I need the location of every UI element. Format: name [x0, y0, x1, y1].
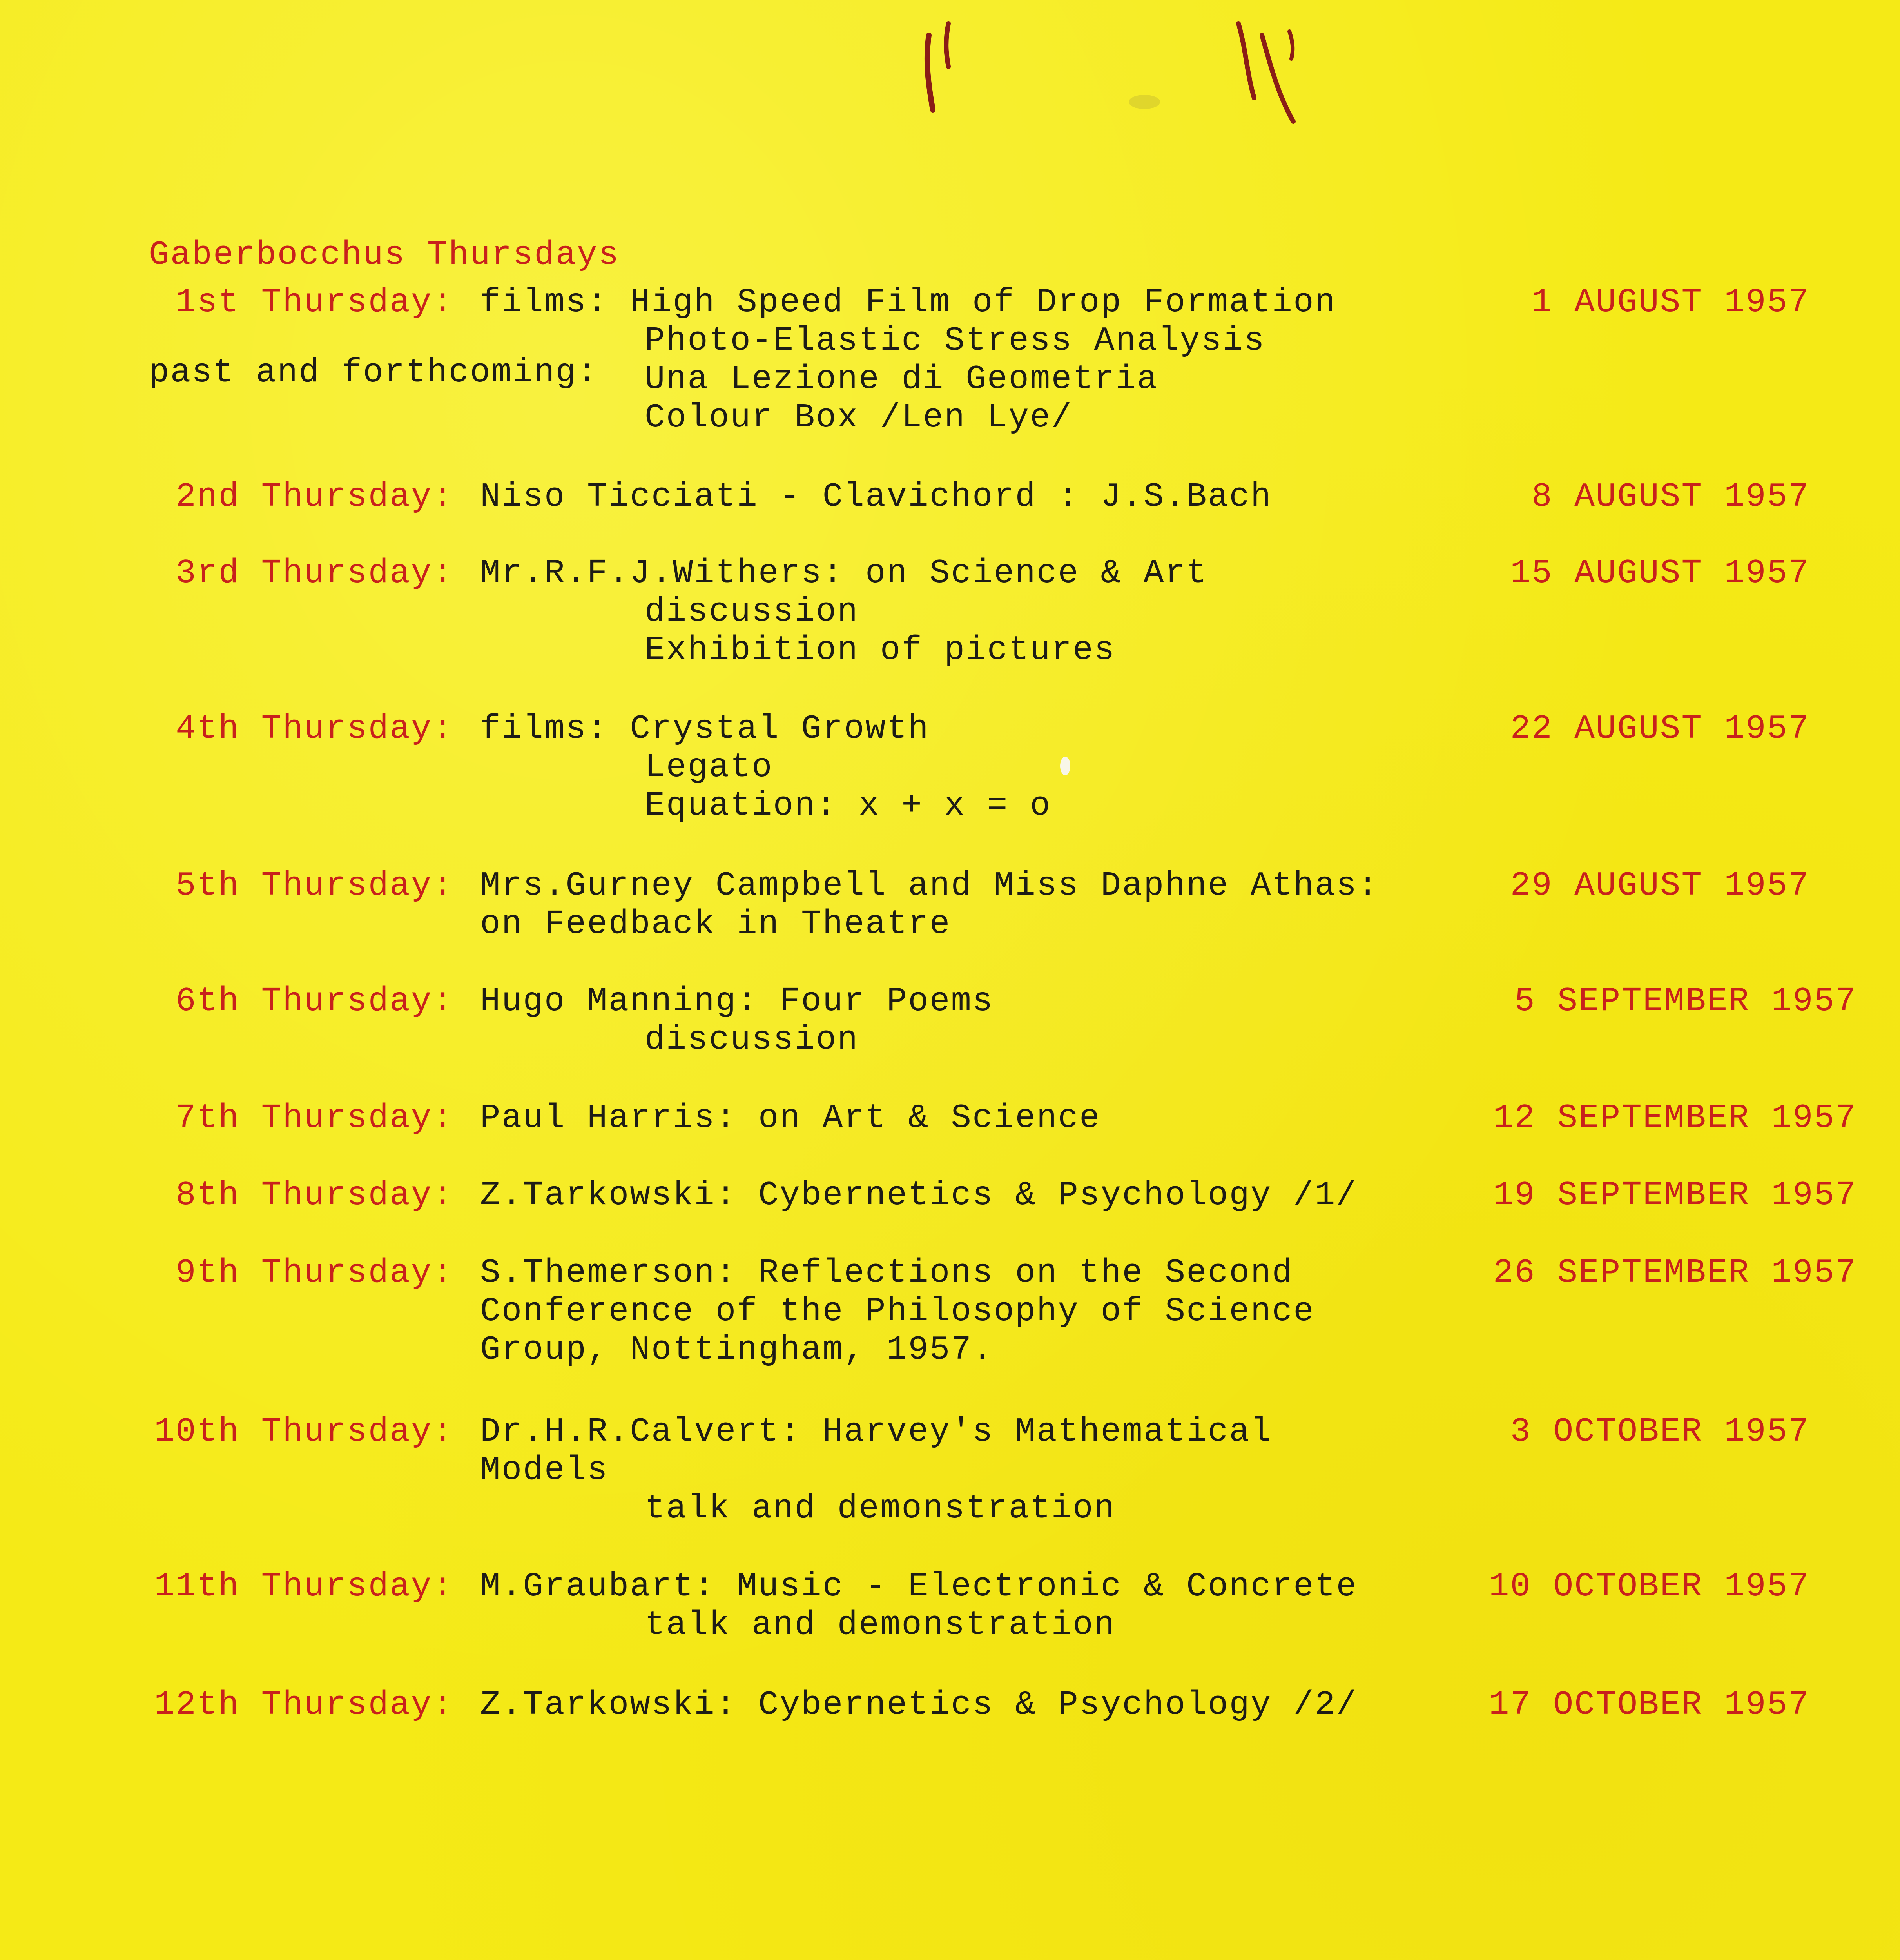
entry-line: Niso Ticciati - Clavichord : J.S.Bach: [480, 477, 1272, 516]
entry-line: Legato: [645, 748, 773, 786]
entry-description: [480, 866, 1379, 943]
entry-line: Group, Nottingham, 1957.: [480, 1330, 994, 1369]
entry-line: Mr.R.F.J.Withers: on Science & Art: [480, 554, 1208, 592]
entry-line: Colour Box /Len Lye/: [645, 398, 1073, 437]
pencil-marks: [901, 8, 1333, 137]
entry-line: Dr.H.R.Calvert: Harvey's Mathematical: [480, 1412, 1272, 1451]
entry-date: 3 OCTOBER 1957: [1510, 1412, 1810, 1451]
entry-date: 17 OCTOBER 1957: [1488, 1686, 1810, 1724]
entry-label: 11th Thursday:: [154, 1567, 454, 1606]
entry-date: 12 SEPTEMBER 1957: [1493, 1099, 1857, 1137]
paper-blemish: [1060, 757, 1070, 775]
entry-description: [480, 554, 1208, 669]
entry-line: Equation: x + x = o: [645, 786, 1052, 825]
entry-line: Mrs.Gurney Campbell and Miss Daphne Athas:: [480, 866, 1379, 905]
entry-description: [480, 1686, 1358, 1724]
entry-label: 3rd Thursday:: [176, 554, 454, 592]
entry-label: 6th Thursday:: [176, 982, 454, 1020]
entry-label: 4th Thursday:: [176, 710, 454, 748]
entry-date: 26 SEPTEMBER 1957: [1493, 1254, 1857, 1292]
entry-label: 12th Thursday:: [154, 1686, 454, 1724]
entry-line: Una Lezione di Geometria: [645, 360, 1158, 398]
entry-date: 22 AUGUST 1957: [1510, 710, 1810, 748]
document-subtitle: past and forthcoming:: [149, 353, 598, 392]
entry-description: [480, 1254, 1315, 1369]
entry-label: 2nd Thursday:: [176, 477, 454, 516]
entry-line: M.Graubart: Music - Electronic & Concrete: [480, 1567, 1358, 1606]
entry-label: 5th Thursday:: [176, 866, 454, 905]
entry-label: 7th Thursday:: [176, 1099, 454, 1137]
entry-line: Exhibition of pictures: [645, 631, 1116, 669]
entry-label: 9th Thursday:: [176, 1254, 454, 1292]
entry-description: [480, 1099, 1101, 1137]
entry-line: talk and demonstration: [645, 1489, 1116, 1528]
entry-description: [480, 283, 1336, 437]
entry-line: talk and demonstration: [645, 1606, 1116, 1644]
entry-line: films: Crystal Growth: [480, 710, 930, 748]
entry-line: Conference of the Philosophy of Science: [480, 1292, 1315, 1330]
entry-line: films: High Speed Film of Drop Formation: [480, 283, 1336, 321]
entry-label: 1st Thursday:: [176, 283, 454, 321]
entry-date: 5 SEPTEMBER 1957: [1514, 982, 1857, 1020]
entry-line: discussion: [645, 592, 859, 631]
entry-label: 8th Thursday:: [176, 1176, 454, 1214]
entry-label: 10th Thursday:: [154, 1412, 454, 1451]
entry-date: 10 OCTOBER 1957: [1488, 1567, 1810, 1606]
entry-line: Hugo Manning: Four Poems: [480, 982, 994, 1020]
entry-description: [480, 1567, 1358, 1644]
entry-description: [480, 477, 1272, 516]
entry-description: [480, 1176, 1358, 1214]
entry-line: Photo-Elastic Stress Analysis: [645, 321, 1265, 360]
entry-line: Models: [480, 1451, 609, 1489]
entry-description: [480, 1412, 1272, 1528]
entry-description: [480, 710, 1052, 825]
entry-description: [480, 982, 994, 1059]
document-title: Gaberbocchus Thursdays: [149, 236, 620, 274]
entry-line: on Feedback in Theatre: [480, 905, 951, 943]
entry-line: discussion: [645, 1020, 859, 1059]
entry-date: 8 AUGUST 1957: [1532, 477, 1810, 516]
entry-line: Z.Tarkowski: Cybernetics & Psychology /2/: [480, 1686, 1358, 1724]
entry-line: S.Themerson: Reflections on the Second: [480, 1254, 1294, 1292]
entry-line: Z.Tarkowski: Cybernetics & Psychology /1/: [480, 1176, 1358, 1214]
entry-date: 29 AUGUST 1957: [1510, 866, 1810, 905]
entry-date: 1 AUGUST 1957: [1532, 283, 1810, 321]
entry-date: 19 SEPTEMBER 1957: [1493, 1176, 1857, 1214]
entry-line: Paul Harris: on Art & Science: [480, 1099, 1101, 1137]
entry-date: 15 AUGUST 1957: [1510, 554, 1810, 592]
